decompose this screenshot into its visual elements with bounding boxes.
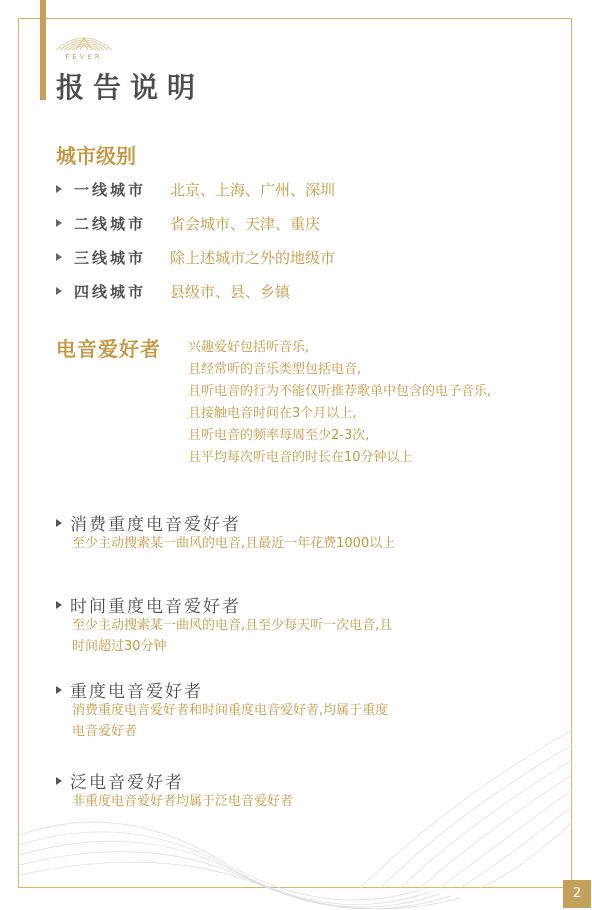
segment-desc-line: 至少主动搜索某一曲风的电音,且至少每天听一次电音,且: [72, 618, 393, 633]
page-number: 2: [563, 880, 591, 908]
city-desc: 北京、上海、广州、深圳: [170, 180, 336, 199]
segment-title-text: 时间重度电音爱好者: [70, 597, 241, 617]
city-desc: 省会城市、天津、重庆: [170, 214, 321, 233]
segment-title-text: 消费重度电音爱好者: [70, 515, 241, 535]
music-lover-heading: 电音爱好者: [56, 337, 161, 361]
definition-line: 且平均每次听电音的时长在10分钟以上: [188, 450, 413, 465]
city-label: 二线城市: [74, 214, 147, 233]
city-label: 三线城市: [74, 248, 147, 267]
city-desc: 除上述城市之外的地级市: [170, 248, 336, 267]
city-desc: 县级市、县、乡镇: [170, 282, 291, 301]
segment-title-text: 重度电音爱好者: [70, 682, 203, 702]
segment-desc-line: 时间超过30分钟: [72, 639, 167, 654]
segment-desc-line: 消费重度电音爱好者和时间重度电音爱好者,均属于重度: [72, 703, 389, 718]
segment-title-text: 泛电音爱好者: [70, 773, 184, 793]
page-title: 报告说明: [56, 71, 205, 104]
segment-desc-line: 至少主动搜索某一曲风的电音,且最近一年花费1000以上: [72, 536, 396, 551]
definition-line: 兴趣爱好包括听音乐,: [188, 340, 310, 355]
segment-desc-line: 非重度电音爱好者均属于泛电音爱好者: [72, 794, 294, 809]
definition-line: 且听电音的行为不能仅听推荐歌单中包含的电子音乐,: [188, 384, 492, 399]
logo-text: FEVER: [65, 53, 103, 61]
definition-line: 且听电音的频率每周至少2-3次,: [188, 428, 370, 443]
city-label: 一线城市: [74, 180, 147, 199]
city-level-heading: 城市级别: [56, 144, 136, 168]
segment-desc-line: 电音爱好者: [72, 724, 138, 739]
definition-line: 且接触电音时间在3个月以上,: [188, 406, 357, 421]
city-label: 四线城市: [74, 282, 147, 301]
definition-line: 且经常听的音乐类型包括电音,: [188, 362, 362, 377]
